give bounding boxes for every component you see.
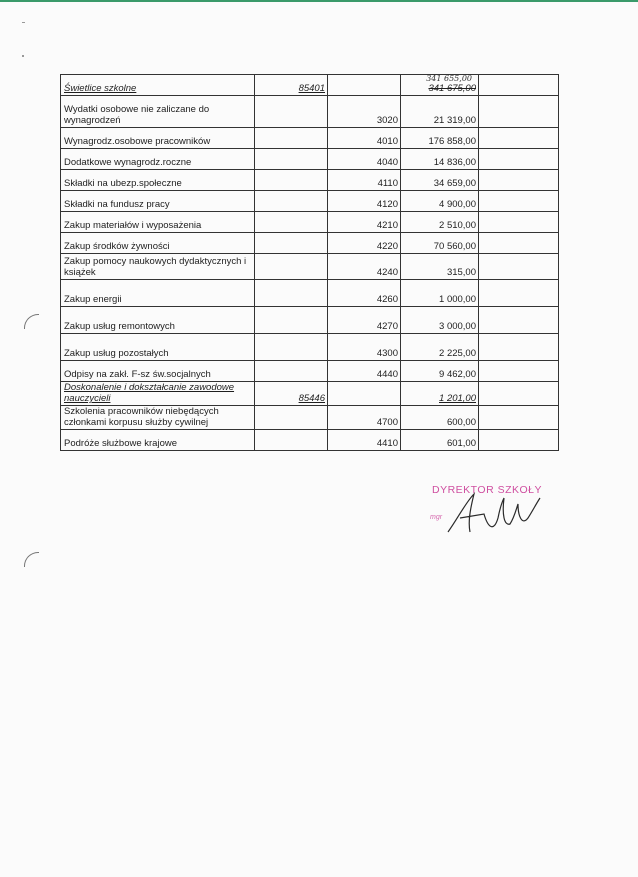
paragraph-code: 4110 bbox=[328, 170, 401, 191]
table-row bbox=[61, 75, 559, 96]
empty-cell bbox=[479, 406, 559, 430]
empty-cell bbox=[479, 75, 559, 96]
item-name: Zakup energii bbox=[61, 280, 255, 307]
paragraph-code: 4270 bbox=[328, 307, 401, 334]
paragraph-code: 4700 bbox=[328, 406, 401, 430]
table-row bbox=[61, 382, 559, 406]
chapter-code: 85446 bbox=[255, 382, 328, 406]
budget-table bbox=[60, 74, 559, 451]
paragraph-code: 4120 bbox=[328, 191, 401, 212]
stamp-title: DYREKTOR SZKOŁY bbox=[432, 484, 542, 496]
amount: 1 000,00 bbox=[401, 280, 479, 307]
chapter-code bbox=[255, 430, 328, 451]
amount: 4 900,00 bbox=[401, 191, 479, 212]
empty-cell bbox=[479, 212, 559, 233]
chapter-code bbox=[255, 334, 328, 361]
item-name: Zakup pomocy naukowych dydaktycznych i książek bbox=[61, 254, 255, 280]
paragraph-code: 4210 bbox=[328, 212, 401, 233]
item-name: Dodatkowe wynagrodz.roczne bbox=[61, 149, 255, 170]
empty-cell bbox=[479, 280, 559, 307]
item-name: Doskonalenie i dokształcanie zawodowe nauczycieli bbox=[61, 382, 255, 406]
paragraph-code: 4240 bbox=[328, 254, 401, 280]
chapter-code bbox=[255, 96, 328, 128]
amount: 14 836,00 bbox=[401, 149, 479, 170]
item-name: Podróże służbowe krajowe bbox=[61, 430, 255, 451]
chapter-code bbox=[255, 128, 328, 149]
table-row bbox=[61, 212, 559, 233]
chapter-code: 85401 bbox=[255, 75, 328, 96]
chapter-code bbox=[255, 406, 328, 430]
empty-cell bbox=[479, 307, 559, 334]
paragraph-code: 4440 bbox=[328, 361, 401, 382]
amount: 315,00 bbox=[401, 254, 479, 280]
paragraph-code bbox=[328, 75, 401, 96]
chapter-code bbox=[255, 254, 328, 280]
item-name: Wydatki osobowe nie zaliczane do wynagrodzeń bbox=[61, 96, 255, 128]
paragraph-code: 4040 bbox=[328, 149, 401, 170]
chapter-code bbox=[255, 307, 328, 334]
table-row bbox=[61, 128, 559, 149]
amount: 2 225,00 bbox=[401, 334, 479, 361]
struck-amount: 341 675,00 bbox=[428, 83, 476, 94]
signature-image bbox=[440, 488, 550, 538]
amount: 3 000,00 bbox=[401, 307, 479, 334]
item-name: Zakup środków żywności bbox=[61, 233, 255, 254]
amount: 176 858,00 bbox=[401, 128, 479, 149]
table-row bbox=[61, 149, 559, 170]
table-row bbox=[61, 334, 559, 361]
amount: 600,00 bbox=[401, 406, 479, 430]
table-row bbox=[61, 430, 559, 451]
empty-cell bbox=[479, 149, 559, 170]
amount: 34 659,00 bbox=[401, 170, 479, 191]
table-row bbox=[61, 191, 559, 212]
amount: 21 319,00 bbox=[401, 96, 479, 128]
director-stamp bbox=[424, 480, 564, 540]
chapter-code bbox=[255, 191, 328, 212]
amount: 70 560,00 bbox=[401, 233, 479, 254]
paragraph-code: 4010 bbox=[328, 128, 401, 149]
amount: 2 510,00 bbox=[401, 212, 479, 233]
table-row bbox=[61, 170, 559, 191]
item-name: Zakup usług pozostałych bbox=[61, 334, 255, 361]
scan-speck bbox=[22, 22, 25, 23]
table-row bbox=[61, 96, 559, 128]
table-row bbox=[61, 254, 559, 280]
punch-hole-mark bbox=[24, 314, 39, 329]
amount: 1 201,00 bbox=[401, 382, 479, 406]
item-name: Świetlice szkolne bbox=[61, 75, 255, 96]
handwritten-correction: 341 655,00 bbox=[426, 74, 472, 83]
item-name: Składki na ubezp.społeczne bbox=[61, 170, 255, 191]
empty-cell bbox=[479, 254, 559, 280]
paragraph-code: 3020 bbox=[328, 96, 401, 128]
stamp-subtitle: mgr bbox=[430, 514, 443, 521]
table-row bbox=[61, 307, 559, 334]
scan-speck bbox=[22, 55, 24, 57]
chapter-code bbox=[255, 212, 328, 233]
chapter-code bbox=[255, 149, 328, 170]
amount: 9 462,00 bbox=[401, 361, 479, 382]
paragraph-code bbox=[328, 382, 401, 406]
table-row bbox=[61, 406, 559, 430]
empty-cell bbox=[479, 430, 559, 451]
paragraph-code: 4220 bbox=[328, 233, 401, 254]
empty-cell bbox=[479, 334, 559, 361]
empty-cell bbox=[479, 191, 559, 212]
empty-cell bbox=[479, 128, 559, 149]
chapter-code bbox=[255, 280, 328, 307]
amount: 601,00 bbox=[401, 430, 479, 451]
scan-edge bbox=[0, 0, 638, 2]
paragraph-code: 4260 bbox=[328, 280, 401, 307]
empty-cell bbox=[479, 170, 559, 191]
chapter-code bbox=[255, 170, 328, 191]
chapter-code bbox=[255, 361, 328, 382]
chapter-code bbox=[255, 233, 328, 254]
item-name: Zakup materiałów i wyposażenia bbox=[61, 212, 255, 233]
empty-cell bbox=[479, 96, 559, 128]
table-row bbox=[61, 280, 559, 307]
empty-cell bbox=[479, 233, 559, 254]
table-row bbox=[61, 361, 559, 382]
paragraph-code: 4300 bbox=[328, 334, 401, 361]
empty-cell bbox=[479, 382, 559, 406]
table-row bbox=[61, 233, 559, 254]
item-name: Składki na fundusz pracy bbox=[61, 191, 255, 212]
empty-cell bbox=[479, 361, 559, 382]
paragraph-code: 4410 bbox=[328, 430, 401, 451]
punch-hole-mark bbox=[24, 552, 39, 567]
amount bbox=[401, 75, 479, 96]
item-name: Wynagrodz.osobowe pracowników bbox=[61, 128, 255, 149]
item-name: Szkolenia pracowników niebędących członkami korpusu służby cywilnej bbox=[61, 406, 255, 430]
item-name: Odpisy na zakł. F-sz św.socjalnych bbox=[61, 361, 255, 382]
item-name: Zakup usług remontowych bbox=[61, 307, 255, 334]
